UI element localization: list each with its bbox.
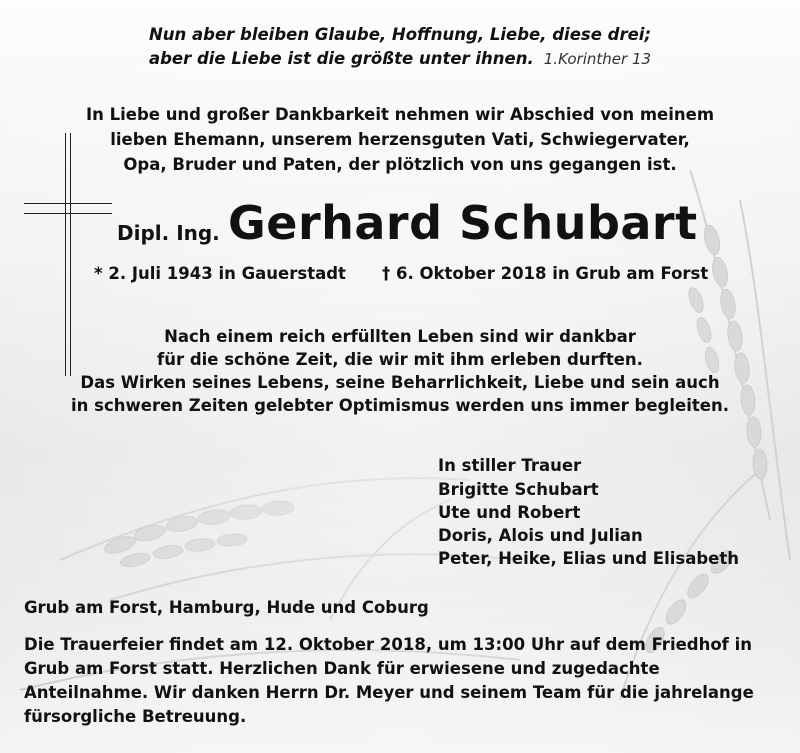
birth-date: * 2. Juli 1943 in Gauerstadt <box>94 264 346 283</box>
mourner-4: Peter, Heike, Elias und Elisabeth <box>438 549 739 568</box>
tribute-line-3: Das Wirken seines Lebens, seine Beharrlichkeit, Liebe und sein auch <box>80 373 720 392</box>
intro-line-2: lieben Ehemann, unserem herzensguten Vati, Schwiegervater, <box>110 130 690 149</box>
tribute-line-1: Nach einem reich erfüllten Leben sind wir dankbar <box>164 327 636 346</box>
death-date: † 6. Oktober 2018 in Grub am Forst <box>382 264 709 283</box>
funeral-line-4: fürsorgliche Betreuung. <box>24 707 247 726</box>
bible-verse-line-1: Nun aber bleiben Glaube, Hoffnung, Liebe, diese drei; <box>148 25 652 44</box>
bible-verse-text: aber die Liebe ist die größte unter ihnen. <box>148 49 534 68</box>
places-line: Grub am Forst, Hamburg, Hude und Coburg <box>24 598 429 617</box>
mourner-1: Brigitte Schubart <box>438 480 599 499</box>
tribute-line-4: in schweren Zeiten gelebter Optimismus werden uns immer begleiten. <box>71 396 729 415</box>
academic-title: Dipl. Ing. <box>117 221 220 245</box>
funeral-line-1: Die Trauerfeier findet am 12. Oktober 2018, um 13:00 Uhr auf dem Friedhof in <box>24 635 753 654</box>
bible-reference: 1.Korinther 13 <box>543 50 652 68</box>
funeral-line-3: Anteilnahme. Wir danken Herrn Dr. Meyer und seinem Team für die jahrelange <box>24 683 754 702</box>
intro-line-3: Opa, Bruder und Paten, der plötzlich von uns gegangen ist. <box>123 155 677 174</box>
deceased-name: Gerhard Schubart <box>228 196 698 250</box>
funeral-line-2: Grub am Forst statt. Herzlichen Dank für erwiesene und zugedachte <box>24 659 660 678</box>
intro-line-1: In Liebe und großer Dankbarkeit nehmen wir Abschied von meinem <box>85 105 715 124</box>
mourner-2: Ute und Robert <box>438 503 581 522</box>
tribute-line-2: für die schöne Zeit, die wir mit ihm erleben durften. <box>157 350 643 369</box>
mourners-heading: In stiller Trauer <box>438 456 582 475</box>
mourner-3: Doris, Alois und Julian <box>438 526 643 545</box>
bible-verse-line-2 <box>0 51 800 68</box>
